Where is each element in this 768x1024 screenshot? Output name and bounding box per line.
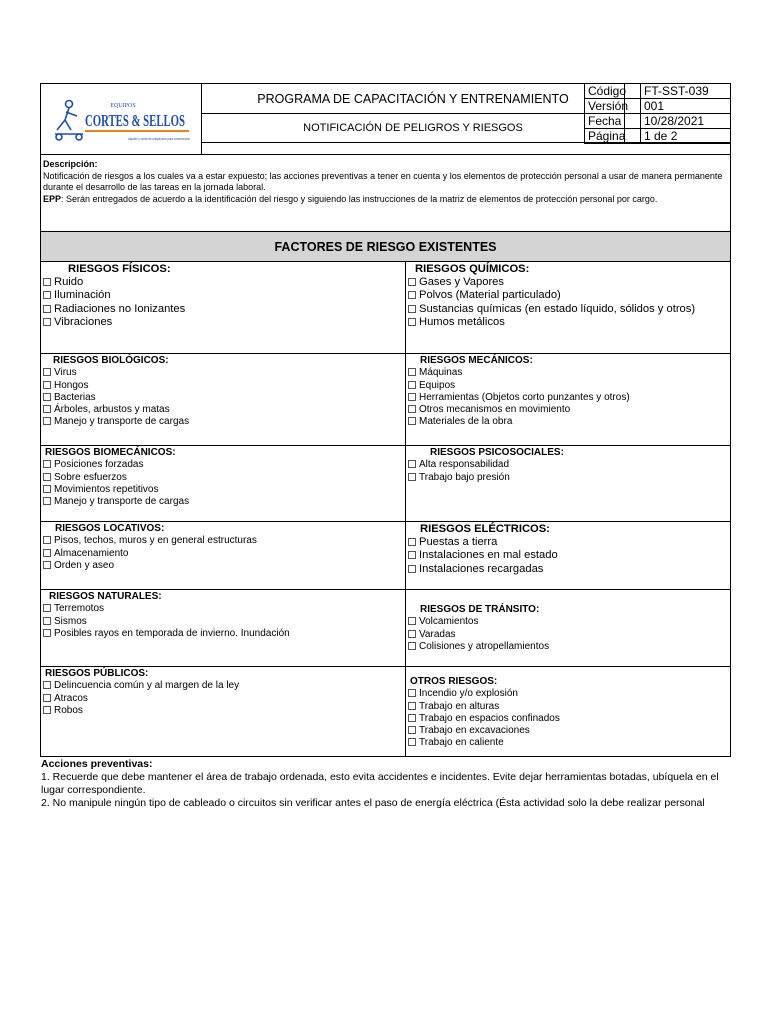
date-label: Fecha [584,113,641,129]
risk-item-label: Polvos (Material particulado) [419,289,561,302]
risk-item [43,693,405,705]
checkbox-icon[interactable] [408,538,416,546]
risk-item [408,737,730,749]
risk-item-label: Vibraciones [54,315,113,328]
date-value: 10/28/2021 [640,113,731,129]
risk-item [43,603,405,615]
risk-title-electricos: RIESGOS ELÉCTRICOS: [420,523,550,535]
document-subtitle: NOTIFICACIÓN DE PELIGROS Y RIESGOS [201,113,625,143]
checkbox-icon[interactable] [408,405,416,413]
risk-item [408,289,730,302]
checkbox-icon[interactable] [408,473,416,481]
risk-item-label: Manejo y transporte de cargas [54,416,190,428]
risk-item-label: Terremotos [54,603,105,615]
risk-cell-publicos [40,666,406,757]
risk-item-label: Hongos [54,379,89,391]
checkbox-icon[interactable] [408,642,416,650]
checkbox-icon[interactable] [43,681,51,689]
risk-item-label: Colisiones y atropellamientos [419,640,550,652]
risk-item [43,484,405,496]
description-text: Notificación de riesgos a los cuales va a estar expuesto; las acciones preventivas a tener en cuenta y los elementos de protección personal a usar de manera permanente durante el desarrollo de las tareas en la jornada laboral. [43,170,723,192]
risk-item [43,380,405,392]
risk-item-label: Sismos [54,615,87,627]
risk-item [408,725,730,737]
risk-item [408,367,730,379]
risk-item [43,472,405,484]
risk-item [408,641,730,653]
risk-item-label: Instalaciones en mal estado [419,549,558,562]
risk-cell-electricos [405,521,731,590]
risk-item [43,416,405,428]
risk-item-label: Orden y aseo [54,559,115,571]
checkbox-icon[interactable] [408,278,416,286]
checkbox-icon[interactable] [408,689,416,697]
risk-item [408,688,730,700]
risk-item-label: Sustancias químicas (en estado líquido, sólidos y otros) [419,302,696,315]
risk-item [43,276,405,289]
risk-item-label: Virus [54,367,77,379]
checkbox-icon[interactable] [43,694,51,702]
checkbox-icon[interactable] [43,368,51,376]
risk-item [408,536,730,549]
checkbox-icon[interactable] [408,305,416,313]
risk-item-label: Delincuencia común y al margen de la ley [54,680,240,692]
risk-title-naturales: RIESGOS NATURALES: [49,591,162,602]
risk-item [408,713,730,725]
risk-cell-psicosociales [405,445,731,522]
checkbox-icon[interactable] [43,460,51,468]
page-value: 1 de 2 [640,128,731,144]
risk-cell-transito [405,589,731,667]
risk-item-label: Trabajo en caliente [419,737,504,749]
preventive-actions [40,756,731,816]
checkbox-icon[interactable] [43,417,51,425]
risk-item-label: Incendio y/o explosión [419,688,518,700]
risk-title-biologicos: RIESGOS BIOLÓGICOS: [53,355,169,366]
risk-item-label: Puestas a tierra [419,536,498,549]
version-label: Versión [584,98,641,114]
risk-cell-biomecanicos [40,445,406,522]
risk-item-label: Instalaciones recargadas [419,562,544,575]
risk-item [43,404,405,416]
checkbox-icon[interactable] [43,381,51,389]
risk-item [43,705,405,717]
epp-label: EPP [43,193,62,204]
page-label: Página [584,128,641,144]
preventive-actions-title: Acciones preventivas: [41,758,153,770]
checkbox-icon[interactable] [408,417,416,425]
checkbox-icon[interactable] [408,460,416,468]
risk-title-psicosociales: RIESGOS PSICOSOCIALES: [430,447,564,458]
form-sheet [40,83,731,809]
checkbox-icon[interactable] [408,630,416,638]
epp-text: : Serán entregados de acuerdo a la identificación del riesgo y siguiendo las instrucciones de la matriz de elementos de protección personal por cargo. [61,193,658,204]
checkbox-icon[interactable] [408,551,416,559]
risk-item [408,316,730,329]
risk-title-biomecanicos: RIESGOS BIOMECÁNICOS: [45,447,176,458]
risk-item [408,459,730,471]
risk-item [43,303,405,316]
company-logo-cell [40,83,202,155]
checkbox-icon[interactable] [43,561,51,569]
risk-item-label: Robos [54,704,83,716]
risk-item [408,549,730,562]
risk-cell-mecanicos [405,353,731,446]
risk-cell-naturales [40,589,406,667]
checkbox-icon[interactable] [408,291,416,299]
risk-title-transito: RIESGOS DE TRÁNSITO: [420,604,540,615]
risk-title-publicos: RIESGOS PÚBLICOS: [45,668,149,679]
checkbox-icon[interactable] [408,318,416,326]
code-value: FT-SST-039 [640,83,731,99]
risk-item [408,392,730,404]
checkbox-icon[interactable] [43,305,51,313]
risk-cell-fisicos [40,261,406,354]
checkbox-icon[interactable] [408,617,416,625]
risk-item-label: Iluminación [54,289,111,302]
risk-item-label: Volcamientos [419,616,479,628]
version-value: 001 [640,98,731,114]
risk-item-label: Movimientos repetitivos [54,483,159,495]
risk-item-label: Varadas [419,628,456,640]
checkbox-icon[interactable] [43,405,51,413]
risk-item-label: Ruido [54,276,84,289]
risk-item [43,628,405,640]
logo-brand-text: CORTES & SELLOS [85,111,185,130]
checkbox-icon[interactable] [43,536,51,544]
risk-item [408,629,730,641]
risk-item [408,276,730,289]
risk-item-label: Atracos [54,692,88,704]
risk-item-label: Trabajo en alturas [419,700,500,712]
checkbox-icon[interactable] [408,714,416,722]
checkbox-icon[interactable] [408,702,416,710]
risk-item [43,616,405,628]
checkbox-icon[interactable] [43,549,51,557]
risk-item-label: Gases y Vapores [419,276,504,289]
checkbox-icon[interactable] [43,291,51,299]
risk-cell-locativos [40,521,406,590]
risk-title-quimicos: RIESGOS QUÍMICOS: [415,263,530,275]
factors-heading: FACTORES DE RIESGO EXISTENTES [40,231,731,262]
risk-item [43,680,405,692]
checkbox-icon[interactable] [43,617,51,625]
risk-item-label: Radiaciones no Ionizantes [54,302,186,315]
checkbox-icon[interactable] [43,706,51,714]
logo-tagline: Alquiler y venta de maquinaria para construcción [128,137,190,141]
risk-item-label: Trabajo en excavaciones [419,725,530,737]
risk-item [408,404,730,416]
checkbox-icon[interactable] [408,565,416,573]
risk-cell-quimicos [405,261,731,354]
risk-item-label: Humos metálicos [419,315,505,328]
preventive-action-item: 1. Recuerde que debe mantener el área de trabajo ordenada, esto evita accidentes e incidentes. Evite dejar herramientas botadas, ubíquela en el lugar correspondiente. [41,771,719,796]
checkbox-icon[interactable] [43,318,51,326]
risk-item-label: Manejo y transporte de cargas [54,496,190,508]
risk-item [408,416,730,428]
preventive-action-item: 2. No manipule ningún tipo de cableado o circuitos sin verificar antes el paso de energía eléctrica (Ésta actividad solo la debe realizar personal [41,797,705,809]
risk-item [43,367,405,379]
risk-title-otros: OTROS RIESGOS: [410,676,498,687]
risk-item-label: Trabajo en espacios confinados [419,712,560,724]
risk-item-label: Sobre esfuerzos [54,471,127,483]
risk-cell-biologicos [40,353,406,446]
risk-item [43,548,405,560]
risk-item-label: Pisos, techos, muros y en general estructuras [54,535,257,547]
risk-item-label: Almacenamiento [54,547,129,559]
checkbox-icon[interactable] [408,368,416,376]
checkbox-icon[interactable] [43,629,51,637]
risk-item [408,563,730,576]
risk-title-locativos: RIESGOS LOCATIVOS: [55,523,165,534]
checkbox-icon[interactable] [43,604,51,612]
risk-item [408,380,730,392]
risk-item-label: Máquinas [419,367,463,379]
checkbox-icon[interactable] [408,393,416,401]
checkbox-icon[interactable] [408,738,416,746]
risk-item [43,496,405,508]
risk-item [43,289,405,302]
risk-item-label: Bacterias [54,391,96,403]
risk-item-label: Posibles rayos en temporada de invierno. Inundación [54,627,290,639]
risk-item [43,560,405,572]
risk-item [43,459,405,471]
checkbox-icon[interactable] [43,485,51,493]
risk-item [408,472,730,484]
risk-item-label: Otros mecanismos en movimiento [419,404,571,416]
risk-cell-otros [405,666,731,757]
risk-title-mecanicos: RIESGOS MECÁNICOS: [420,355,533,366]
risk-item [43,392,405,404]
risk-item [408,303,730,316]
risk-item-label: Equipos [419,379,456,391]
code-label: Código [584,83,641,99]
risk-item [43,535,405,547]
checkbox-icon[interactable] [43,497,51,505]
checkbox-icon[interactable] [43,473,51,481]
risk-item-label: Posiciones forzadas [54,459,144,471]
company-logo [47,94,195,144]
document-title: PROGRAMA DE CAPACITACIÓN Y ENTRENAMIENTO [201,83,625,114]
risk-item [408,701,730,713]
risk-item-label: Alta responsabilidad [419,459,510,471]
description-box [40,154,731,232]
logo-top-text: EQUIPOS [110,103,136,109]
checkbox-icon[interactable] [43,393,51,401]
checkbox-icon[interactable] [43,278,51,286]
risk-item [43,316,405,329]
checkbox-icon[interactable] [408,381,416,389]
risk-item-label: Materiales de la obra [419,416,513,428]
risk-item [408,616,730,628]
risk-item-label: Árboles, arbustos y matas [54,404,170,416]
description-label: Descripción: [43,159,98,169]
risk-item-label: Herramientas (Objetos corto punzantes y otros) [419,391,630,403]
risk-title-fisicos: RIESGOS FÍSICOS: [68,263,171,275]
checkbox-icon[interactable] [408,726,416,734]
risk-item-label: Trabajo bajo presión [419,471,510,483]
